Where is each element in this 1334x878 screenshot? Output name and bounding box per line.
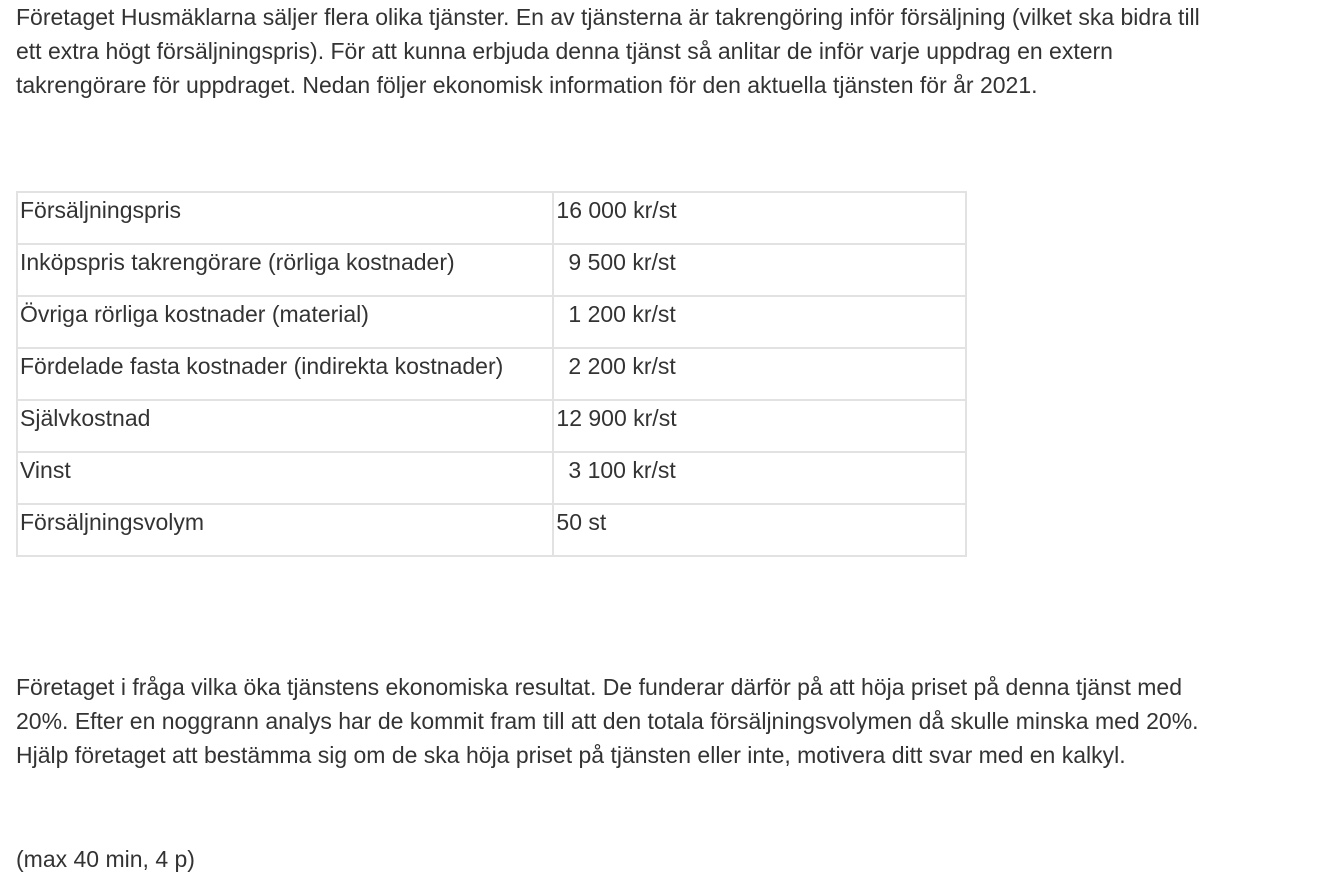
row-label: Självkostnad [17,400,553,452]
row-label: Vinst [17,452,553,504]
row-value: 16 000 kr/st [556,197,677,223]
table-row [17,244,966,296]
row-value: 1 200 kr/st [568,301,676,327]
row-value: 3 100 kr/st [568,457,676,483]
row-value: 9 500 kr/st [568,249,676,275]
row-value-cell [553,296,966,348]
table-row [17,192,966,244]
row-value: 50 st [556,509,607,535]
table-row [17,452,966,504]
row-label: Försäljningsvolym [17,504,553,556]
economic-info-table [16,191,967,557]
row-label: Försäljningspris [17,192,553,244]
table-row [17,348,966,400]
row-value-cell [553,400,966,452]
table-row [17,296,966,348]
row-value-cell [553,504,966,556]
row-value: 12 900 kr/st [556,405,677,431]
question-paragraph: Företaget i fråga vilka öka tjänstens ekonomiska resultat. De funderar därför på att höja priset på denna tjänst med 20%. Efter en noggrann analys har de kommit fram till att den totala försäljningsvolymen då skulle minska med 20%. Hjälp företaget att bestämma sig om de ska höja priset på tjänsten eller inte, motivera ditt svar med en kalkyl. [16,674,1199,768]
row-value: 2 200 kr/st [568,353,676,379]
row-label: Övriga rörliga kostnader (material) [17,296,553,348]
row-value-cell [553,192,966,244]
points-note: (max 40 min, 4 p) [16,846,195,872]
row-label: Fördelade fasta kostnader (indirekta kostnader) [17,348,553,400]
row-value-cell [553,244,966,296]
table-row [17,504,966,556]
row-value-cell [553,348,966,400]
intro-paragraph: Företaget Husmäklarna säljer flera olika tjänster. En av tjänsterna är takrengöring inför försäljning (vilket ska bidra till ett extra högt försäljningspris). För att kunna erbjuda denna tjänst så anlitar de inför varje uppdrag en extern takrengörare för uppdraget. Nedan följer ekonomisk information för den aktuella tjänsten för år 2021. [16,4,1200,98]
table-row [17,400,966,452]
row-label: Inköpspris takrengörare (rörliga kostnader) [17,244,553,296]
row-value-cell [553,452,966,504]
